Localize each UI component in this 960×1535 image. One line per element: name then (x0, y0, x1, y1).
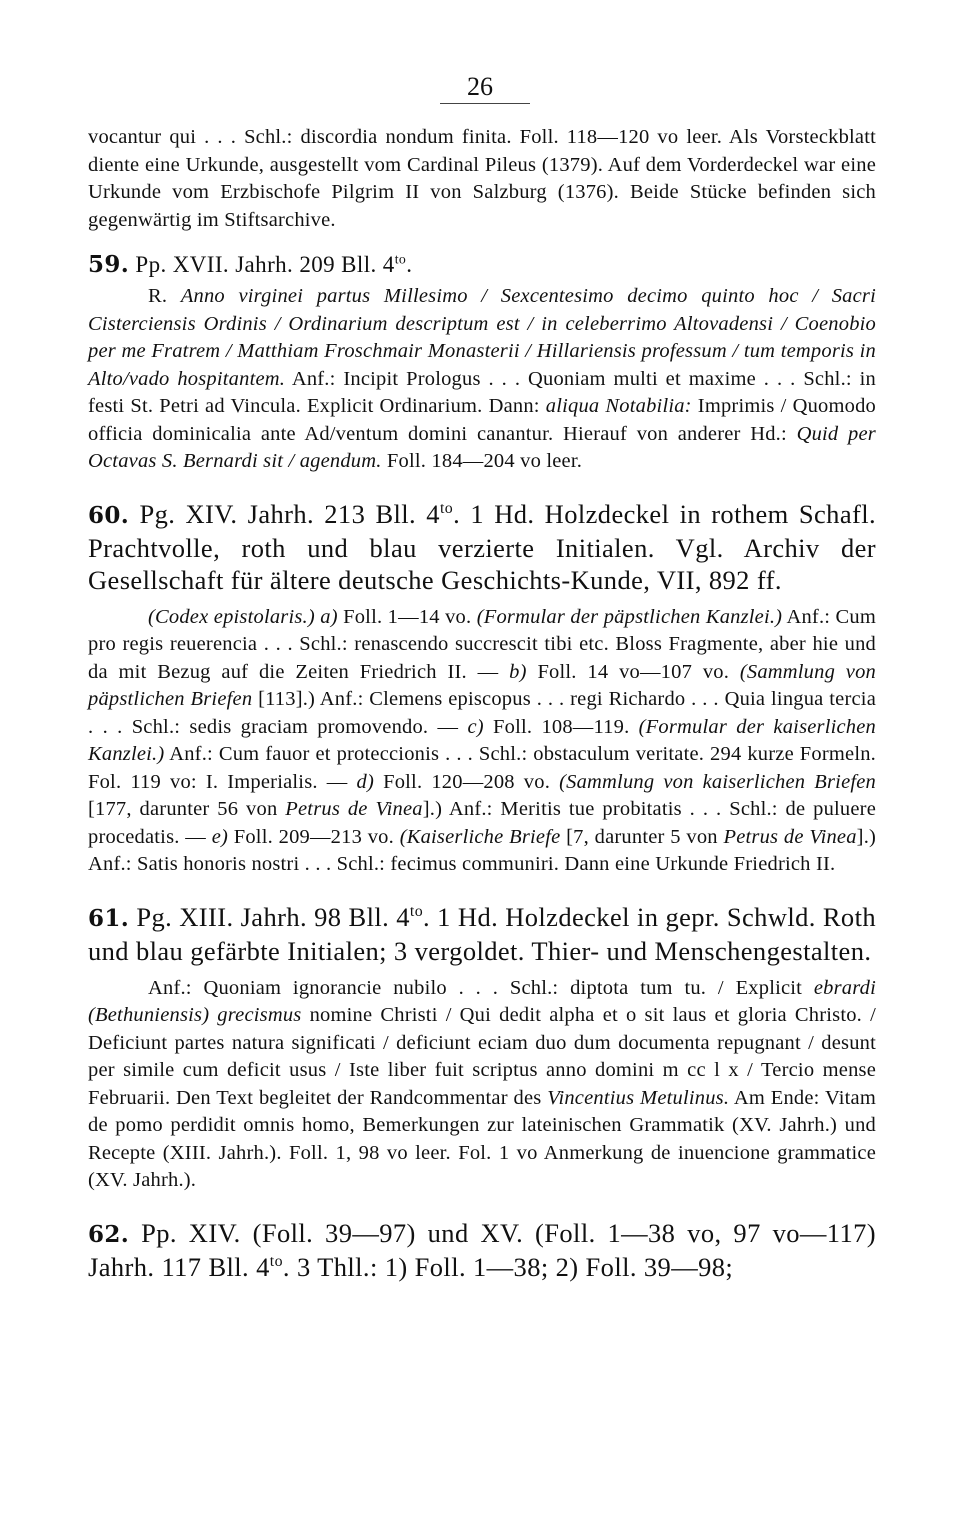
entry-heading-text: Pg. XIII. Jahrh. 98 Bll. 4 (136, 901, 410, 932)
intro-paragraph: vocantur qui . . . Schl.: discordia nondum finita. Foll. 118—120 vo leer. Als Vorsteckblatt diente eine Urkunde, ausgestellt vom Cardinal Pileus (1379). Auf dem Vorderdeckel war eine Urkunde vom Erzbischofe Pilgrim II von Salzburg (1376). Beide Stücke befinden sich gegenwärtig im Stiftsarchive. (88, 126, 876, 231)
italic-text: c) (467, 715, 484, 738)
italic-text: (Codex epistolaris.) a) (148, 605, 338, 628)
body-text: Foll. 1—14 vo. (343, 605, 472, 628)
page-number: 26 (467, 72, 493, 101)
format-superscript: to (409, 902, 424, 920)
body-text: Anf.: Cum pro regis reuerencia . . . Schl.: renascendo succrescit tibi etc. Bloss Fragmente, aber hie und da mit Bezug auf die Zeiten Friedrich II. — (88, 605, 877, 683)
italic-text: (Sammlung von päpstlichen Briefen (88, 660, 877, 710)
italic-text: b) (509, 660, 527, 683)
body-text: [177, darunter 56 von (88, 798, 278, 820)
format-superscript: to (269, 1252, 283, 1270)
body-text: nomine Christi / Qui dedit alpha et o sit laus et gloria Christo. / Deficiunt partes natura significati / deficiunt eciam duo dum documenta repugnant / desunt per simile cum deficit usus / Iste liber fuit scriptus anno domini m cc l x / Tercio mense Februarii. Den Text begleitet der Randcommentar des (88, 1004, 876, 1109)
body-text: [7, darunter 5 von (566, 825, 718, 848)
body-text: Imprimis / Quomodo officia dominicalia ante Ad/ventum domini canantur. Hierauf von anderer Hd.: (88, 395, 877, 445)
italic-text: (Sammlung von kaiserlichen Briefen (559, 770, 877, 793)
italic-text: aliqua Notabilia: (545, 395, 692, 417)
entry-heading-text: . 1 Hd. Holzdeckel in rothem Schafl. Prachtvolle, roth und blau verzierte Initialen. Vgl. Archiv der Gesellschaft für ältere deutsche Geschichts-Kunde, VII, 892 ff. (88, 498, 877, 595)
entry-heading-text: Pg. XIV. Jahrh. 213 Bll. 4 (139, 498, 440, 529)
body-text: Foll. 209—213 vo. (233, 825, 394, 848)
entry-number: 60. (88, 501, 130, 529)
italic-text: (Kaiserliche Briefe (399, 825, 561, 848)
italic-text: Vincentius Metulinus. (547, 1086, 730, 1109)
entry-number: 59. (88, 251, 130, 278)
body-text: [113].) Anf.: Clemens episcopus . . . regi Richardo . . . Quia lingua tercia . . . Schl.: sedis graciam promovendo. — (88, 688, 877, 738)
italic-text: d) (356, 770, 375, 793)
body-text: Anf.: Quoniam ignorancie nubilo . . . Schl.: diptota tum tu. / Explicit (148, 976, 803, 999)
italic-text: (Formular der kaiserlichen Kanzlei.) (88, 715, 877, 765)
italic-text: ebrardi (Bethuniensis) grecismus (88, 976, 876, 1026)
entry-number: 62. (88, 1220, 130, 1248)
entry-59-body (88, 283, 876, 476)
header-rule (440, 103, 530, 104)
entry-heading-text: Pp. XIV. (Foll. 39—97) und XV. (Foll. 1—38 vo, 97 vo—117) Jahrh. 117 Bll. 4 (88, 1217, 876, 1282)
entry-62-heading (88, 1217, 876, 1283)
body-text: Anf.: Cum fauor et proteccionis . . . Schl.: obstaculum veritate. 294 kurze Formeln. Fol. 119 vo: I. Imperialis. — (88, 743, 876, 793)
entry-60-body (88, 604, 876, 879)
entry-60-heading (88, 498, 876, 596)
body-text: ].) Anf.: Satis honoris nostri . . . Schl.: fecimus communiri. Dann eine Urkunde Friedrich II. (88, 825, 877, 875)
italic-text: Petrus de Vinea (723, 825, 857, 848)
entry-heading-text: . 1 Hd. Holzdeckel in gepr. Schwld. Roth und blau gefärbte Initialen; 3 vergoldet. Thier- und Menschengestalten. (88, 901, 876, 966)
format-superscript: to (394, 251, 407, 267)
italic-text: Anno virginei partus Millesimo / Sexcentesimo decimo quinto hoc / Sacri Cisterciensis Ordinis / Ordinarium descriptum est / in celeberrimo Altovadensi / Coenobio per me Fratrem / Matthiam Froschmair Monasterii / Hillariensis professum / tum temporis in Alto/vado hospitantem. (88, 285, 876, 390)
body-text: Foll. 184—204 vo leer. (386, 450, 583, 472)
format-superscript: to (439, 499, 454, 517)
entry-61-body (88, 975, 876, 1195)
body-text: ].) Anf.: Meritis tue probitatis . . . Schl.: de puluere procedatis. — (88, 798, 877, 848)
italic-text: e) (211, 825, 229, 848)
body-text: Foll. 14 vo—107 vo. (537, 660, 730, 683)
body-text: Anf.: Incipit Prologus . . . Quoniam multi et maxime . . . Schl.: in festi St. Petri ad Vincula. Explicit Ordinarium. Dann: (88, 367, 876, 417)
entry-61-heading (88, 901, 876, 967)
heading-end: . (406, 252, 413, 277)
entry-number: 61. (88, 904, 130, 932)
body-text: Foll. 120—208 vo. (383, 770, 551, 793)
entry-heading-text: . 3 Thll.: 1) Foll. 1—38; 2) Foll. 39—98; (282, 1251, 734, 1282)
page-body (88, 124, 876, 1283)
entry-heading-text: Pp. XVII. Jahrh. 209 Bll. 4 (135, 252, 395, 277)
italic-text: Petrus de Vinea (285, 798, 423, 820)
entry-59-heading (88, 251, 876, 279)
italic-text: Quid per Octavas S. Bernardi sit / agendum. (88, 422, 876, 472)
r-label: R. (148, 285, 168, 307)
body-text: Am Ende: Vitam de pomo perdidit omnis homo, Bemerkungen zur lateinischen Grammatik (XV. Jahrh.) und Recepte (XIII. Jahrh.). Foll. 1, 98 vo leer. Fol. 1 vo Anmerkung de inuencione grammatice (XV. Jahrh.). (88, 1086, 877, 1191)
italic-text: (Formular der päpstlichen Kanzlei.) (476, 605, 783, 628)
body-text: Foll. 108—119. (493, 715, 630, 738)
